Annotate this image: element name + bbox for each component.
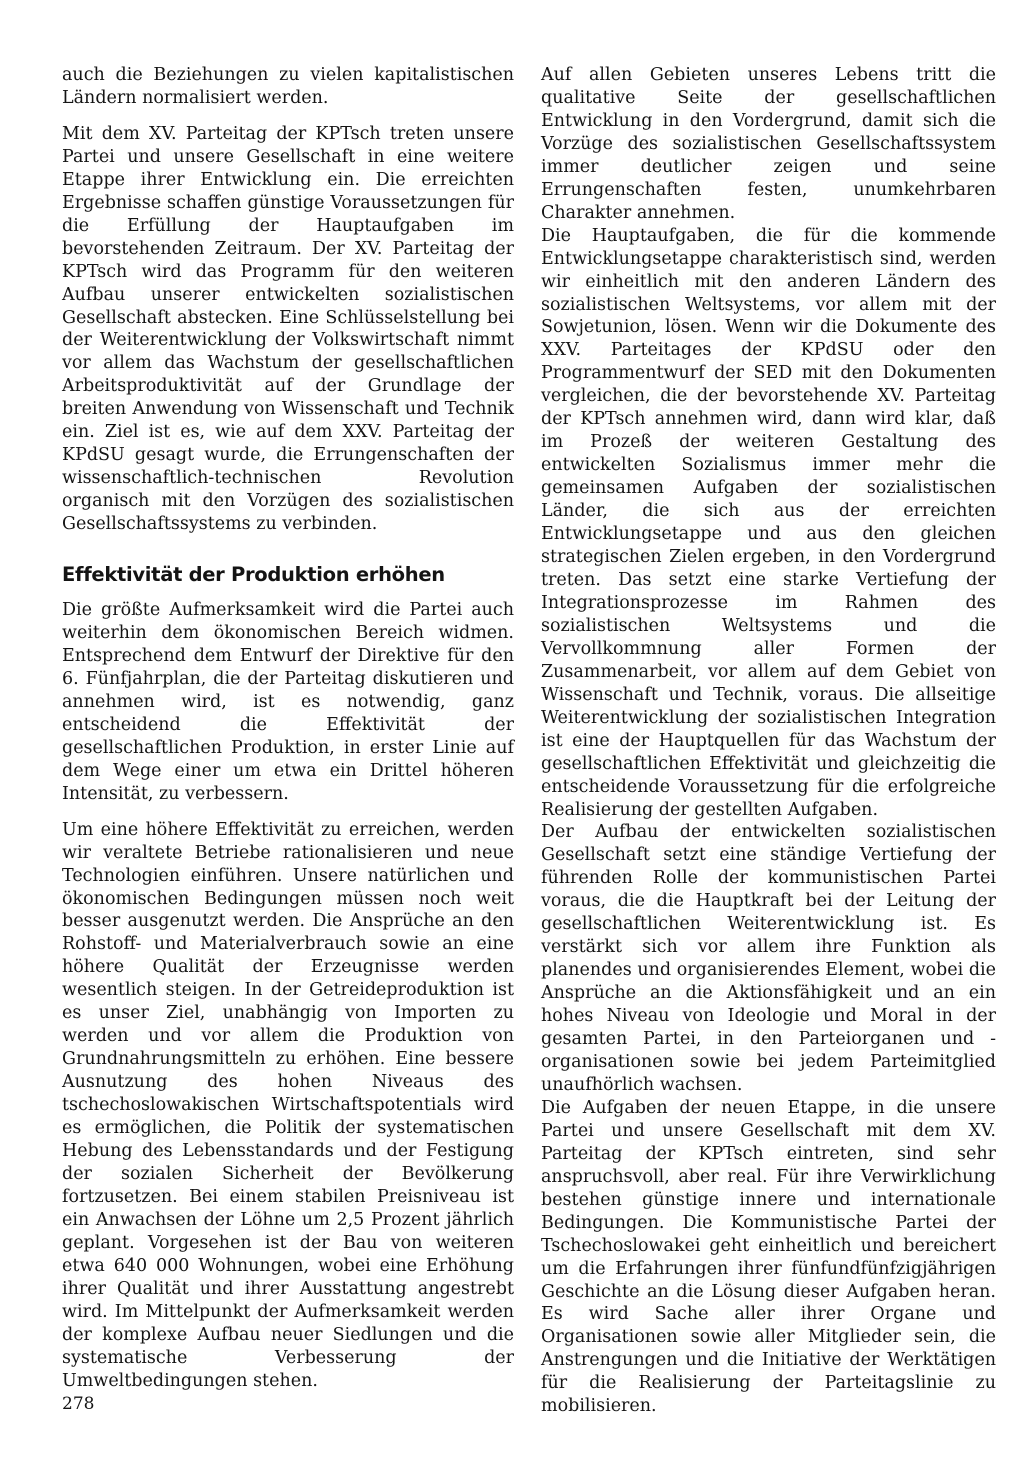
paragraph: Mit dem XV. Parteitag der KPTsch treten unsere Partei und unsere Gesellschaft in eine weitere Etappe ihrer Entwicklung ein. Die erreichten Ergebnisse schaffen günstige Voraussetzungen für die Erfüllung der Hauptaufgaben im bevorstehenden Zeitraum. Der XV. Parteitag der KPTsch wird das Programm für den weiteren Aufbau unserer entwickelten sozialistischen Gesellschaft abstecken. Eine Schlüsselstellung bei der Weiterentwicklung der Volkswirtschaft nimmt vor allem das Wachstum der gesellschaftlichen Arbeitsproduktivität auf der Grundlage der breiten Anwendung von Wissenschaft und Technik ein. Ziel ist es, wie auf dem XXV. Parteitag der KPdSU gesagt wurde, die Errungenschaften der wissenschaftlich-technischen Revolution organisch mit den Vorzügen des sozialistischen Gesellschaftssystems zu verbinden. [62, 123, 514, 535]
paragraph: Der Aufbau der entwickelten sozialistischen Gesellschaft setzt eine ständige Vertiefung der führenden Rolle der kommunistischen Partei voraus, die die Hauptkraft bei der Leitung der gesellschaftlichen Weiterentwicklung ist. Es verstärkt sich vor allem ihre Funktion als planendes und organisierendes Element, wobei die Ansprüche an die Aktionsfähigkeit und an ein hohes Niveau von Ideologie und Moral in der gesamten Partei, in den Parteiorganen und -organisationen sowie bei jedem Parteimitglied unaufhörlich wachsen. [541, 822, 996, 1095]
paragraph: Die Aufgaben der neuen Etappe, in die unsere Partei und unsere Gesellschaft mit dem XV. Parteitag der KPTsch eintreten, sind sehr anspruchsvoll, aber real. Für ihre Verwirklichung bestehen günstige innere und internationale Bedingungen. Die Kommunistische Partei der Tschechoslowakei geht einheitlich und bereichert um die Erfahrungen ihrer fünfundfünfzigjährigen Geschichte an die Lösung dieser Aufgaben heran. Es wird Sache aller ihrer Organe und Organisationen sowie aller Mitglieder sein, die Anstrengungen und die Initiative der Werktätigen für die Realisierung der Parteitagslinie zu mobilisieren. [541, 1097, 996, 1417]
paragraph: auch die Beziehungen zu vielen kapitalistischen Ländern normalisiert werden. [62, 65, 514, 108]
section-heading: Effektivität der Produktion erhöhen [62, 563, 445, 587]
left-column [62, 64, 514, 1405]
paragraph: Um eine höhere Effektivität zu erreichen, werden wir veraltete Betriebe rationalisieren und neue Technologien einführen. Unsere natürlichen und ökonomischen Bedingungen müssen noch weit besser ausgenutzt werden. Die Ansprüche an den Rohstoff- und Materialverbrauch sowie an eine höhere Qualität der Erzeugnisse werden wesentlich steigen. In der Getreideproduktion ist es unser Ziel, unabhängig von Importen zu werden und vor allem die Produktion von Grundnahrungsmitteln zu erhöhen. Eine bessere Ausnutzung des hohen Niveaus des tschechoslowakischen Wirtschaftspotentials wird es ermöglichen, die Politik der systematischen Hebung des Lebensstandards und der Festigung der sozialen Sicherheit der Bevölkerung fortzusetzen. Bei einem stabilen Preisniveau ist ein Anwachsen der Löhne um 2,5 Prozent jährlich geplant. Vorgesehen ist der Bau von weiteren etwa 640 000 Wohnungen, wobei eine Erhöhung ihrer Qualität und ihrer Ausstattung angestrebt wird. Im Mittelpunkt der Aufmerksamkeit werden der komplexe Aufbau neuer Siedlungen und die systematische Verbesserung der Umweltbedingungen stehen. [62, 819, 514, 1391]
paragraph: Auf allen Gebieten unseres Lebens tritt die qualitative Seite der gesellschaftlichen Entwicklung in den Vordergrund, damit sich die Vorzüge des sozialistischen Gesellschaftssystem immer deutlicher zeigen und seine Errungenschaften festen, unumkehrbaren Charakter annehmen. [541, 65, 996, 223]
right-column [541, 64, 996, 1418]
paragraph: Die Hauptaufgaben, die für die kommende Entwicklungsetappe charakteristisch sind, werden wir einheitlich mit den anderen Ländern des sozialistischen Weltsystems, vor allem mit der Sowjetunion, lösen. Wenn wir die Dokumente des XXV. Parteitages der KPdSU oder den Programmentwurf der SED mit den Dokumenten vergleichen, die der bevorstehende XV. Parteitag der KPTsch annehmen wird, dann wird klar, daß im Prozeß der weiteren Gestaltung des entwickelten Sozialismus immer mehr die gemeinsamen Aufgaben der sozialistischen Länder, die sich aus der erreichten Entwicklungsetappe und aus den gleichen strategischen Zielen ergeben, in den Vordergrund treten. Das setzt eine starke Vertiefung der Integrationsprozesse im Rahmen des sozialistischen Weltsystems und die Vervollkommnung aller Formen der Zusammenarbeit, vor allem auf dem Gebiet von Wissenschaft und Technik, voraus. Die allseitige Weiterentwicklung der sozialistischen Integration ist eine der Hauptquellen für das Wachstum der gesellschaftlichen Effektivität und gleichzeitig die entscheidende Voraussetzung für die erfolgreiche Realisierung der gestellten Aufgaben. [541, 225, 996, 820]
paragraph: Die größte Aufmerksamkeit wird die Partei auch weiterhin dem ökonomischen Bereich widmen. Entsprechend dem Entwurf der Direktive für den 6. Fünfjahrplan, die der Parteitag diskutieren und annehmen wird, ist es notwendig, ganz entscheidend die Effektivität der gesellschaftlichen Produktion, in erster Linie auf dem Wege einer um etwa ein Drittel höheren Intensität, zu verbessern. [62, 600, 514, 804]
page-number: 278 [62, 1394, 95, 1414]
